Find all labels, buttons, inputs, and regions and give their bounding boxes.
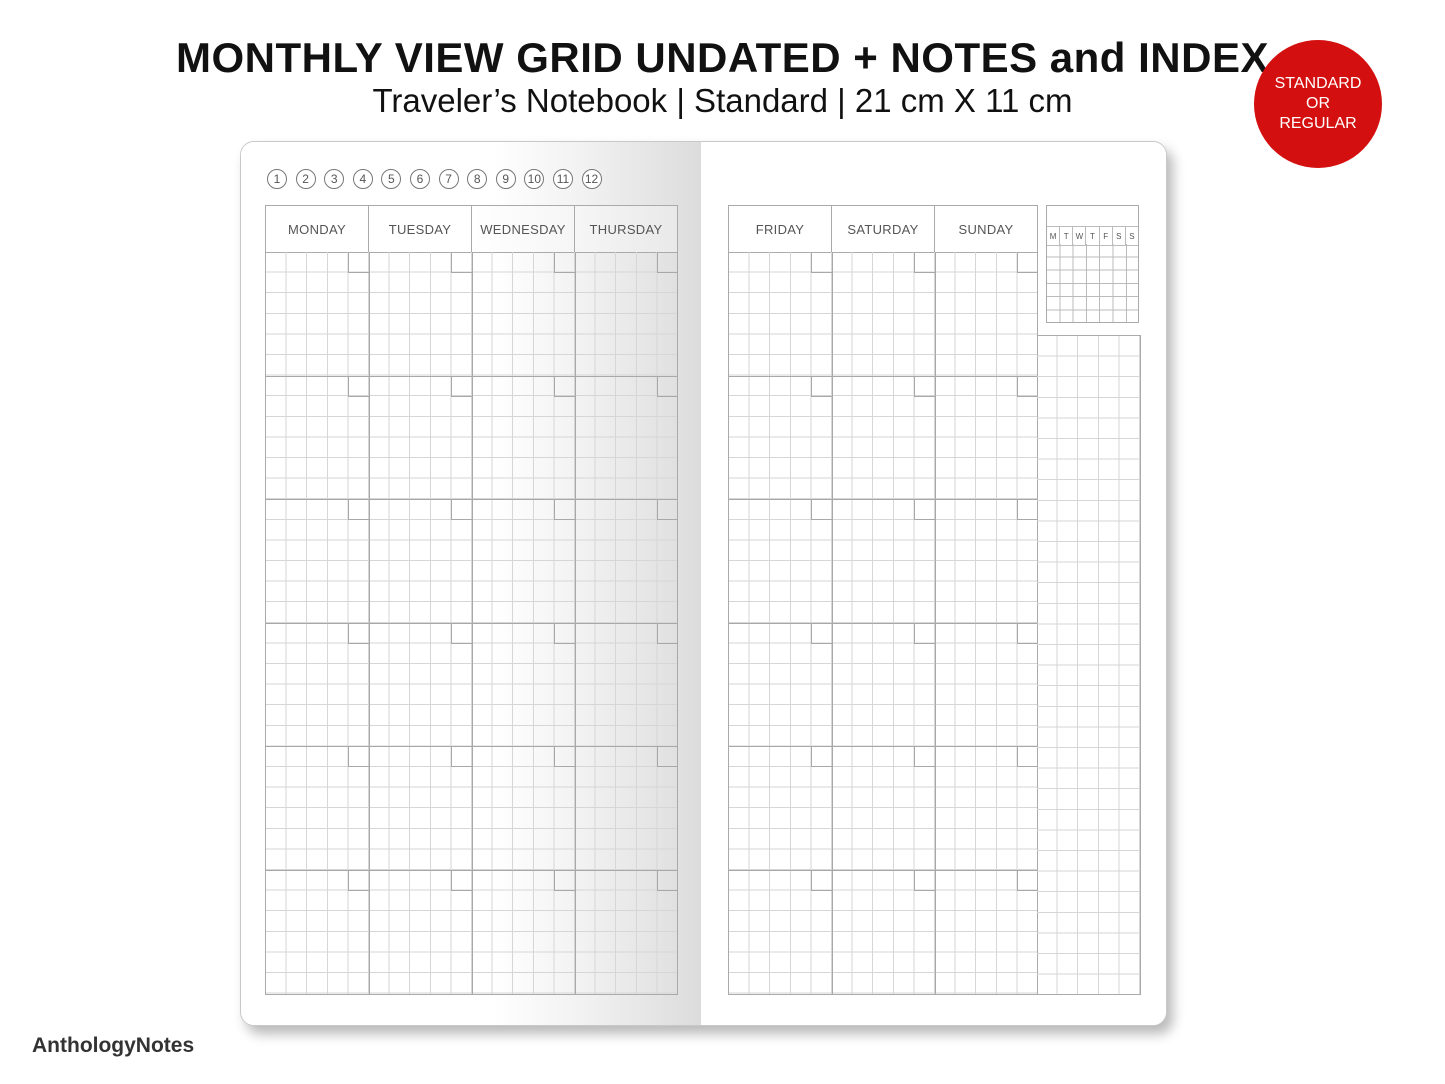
right-grid-cells[interactable] (729, 252, 1037, 994)
date-box[interactable] (451, 746, 472, 767)
day-header-thursday: THURSDAY (589, 221, 663, 237)
month-tab-4[interactable]: 4 (353, 169, 373, 189)
date-box[interactable] (451, 870, 472, 891)
date-box[interactable] (914, 746, 935, 767)
date-box[interactable] (554, 870, 575, 891)
day-header-tuesday: TUESDAY (369, 206, 472, 252)
week-row-divider (729, 870, 1037, 871)
week-row-divider (729, 623, 1037, 624)
page-subtitle: Traveler’s Notebook | Standard | 21 cm X 11 cm (372, 82, 1073, 119)
date-box[interactable] (554, 499, 575, 520)
page-title: MONTHLY VIEW GRID UNDATED + NOTES and INDEX (176, 34, 1269, 81)
mini-calendar-header (1047, 226, 1138, 246)
month-tab-5[interactable]: 5 (381, 169, 401, 189)
date-box[interactable] (554, 623, 575, 644)
left-grid-cells[interactable] (266, 252, 677, 994)
day-header-wednesday: WEDNESDAY (472, 206, 575, 252)
mini-day-mon: M (1047, 227, 1060, 245)
date-box[interactable] (657, 746, 678, 767)
month-tab-1[interactable]: 1 (267, 169, 287, 189)
date-box[interactable] (657, 252, 678, 273)
week-row-divider (729, 376, 1037, 377)
mini-day-sun: S (1129, 231, 1135, 241)
date-box[interactable] (554, 746, 575, 767)
right-day-headers (729, 206, 1037, 253)
date-box[interactable] (451, 376, 472, 397)
date-box[interactable] (1017, 870, 1038, 891)
date-box[interactable] (348, 870, 369, 891)
month-number-tabs (267, 169, 610, 189)
mini-day-fri: F (1100, 227, 1113, 245)
date-box[interactable] (914, 623, 935, 644)
month-tab-10[interactable]: 10 (524, 169, 544, 189)
month-tab-9[interactable]: 9 (496, 169, 516, 189)
size-badge (1254, 40, 1382, 168)
right-week-grid (728, 205, 1038, 995)
date-box[interactable] (1017, 252, 1038, 273)
date-box[interactable] (451, 499, 472, 520)
badge-line-2: OR (1306, 95, 1330, 112)
date-box[interactable] (811, 746, 832, 767)
date-box[interactable] (1017, 623, 1038, 644)
date-box[interactable] (451, 623, 472, 644)
date-box[interactable] (1017, 376, 1038, 397)
month-tab-12[interactable]: 12 (582, 169, 602, 189)
month-tab-6[interactable]: 6 (410, 169, 430, 189)
date-box[interactable] (554, 252, 575, 273)
week-row-divider (729, 499, 1037, 500)
date-box[interactable] (657, 623, 678, 644)
date-box[interactable] (348, 499, 369, 520)
day-header-friday: FRIDAY (729, 206, 832, 252)
mini-day-tue: T (1060, 227, 1073, 245)
date-box[interactable] (811, 252, 832, 273)
badge-line-3: REGULAR (1279, 115, 1357, 132)
notes-grid[interactable] (1037, 335, 1141, 995)
week-row-divider (729, 746, 1037, 747)
brand-logo-text: AnthologyNotes (32, 1034, 195, 1057)
date-box[interactable] (554, 376, 575, 397)
date-box[interactable] (811, 870, 832, 891)
date-box[interactable] (1017, 746, 1038, 767)
mini-day-thu: T (1086, 227, 1099, 245)
day-header-monday: MONDAY (266, 206, 369, 252)
date-box[interactable] (914, 376, 935, 397)
mini-day-wed: W (1073, 227, 1086, 245)
date-box[interactable] (657, 499, 678, 520)
date-box[interactable] (811, 376, 832, 397)
month-tab-3[interactable]: 3 (324, 169, 344, 189)
date-box[interactable] (348, 746, 369, 767)
left-week-grid (265, 205, 678, 995)
mini-day-sat: S (1113, 227, 1126, 245)
date-box[interactable] (811, 623, 832, 644)
month-tab-7[interactable]: 7 (439, 169, 459, 189)
month-tab-2[interactable]: 2 (296, 169, 316, 189)
mini-calendar (1046, 205, 1139, 323)
left-page (241, 142, 701, 1025)
right-page (701, 142, 1166, 1025)
date-box[interactable] (348, 252, 369, 273)
date-box[interactable] (657, 870, 678, 891)
date-box[interactable] (914, 252, 935, 273)
date-box[interactable] (1017, 499, 1038, 520)
date-box[interactable] (914, 870, 935, 891)
date-box[interactable] (657, 376, 678, 397)
month-tab-11[interactable]: 11 (553, 169, 573, 189)
date-box[interactable] (451, 252, 472, 273)
badge-line-1: STANDARD (1274, 75, 1362, 92)
date-box[interactable] (348, 376, 369, 397)
month-tab-8[interactable]: 8 (467, 169, 487, 189)
date-box[interactable] (348, 623, 369, 644)
mini-calendar-cells[interactable] (1047, 244, 1138, 322)
date-box[interactable] (914, 499, 935, 520)
day-header-saturday: SATURDAY (832, 206, 935, 252)
left-day-headers (266, 206, 677, 253)
day-header-sunday: SUNDAY (958, 221, 1014, 237)
notebook-spread (240, 141, 1167, 1026)
date-box[interactable] (811, 499, 832, 520)
